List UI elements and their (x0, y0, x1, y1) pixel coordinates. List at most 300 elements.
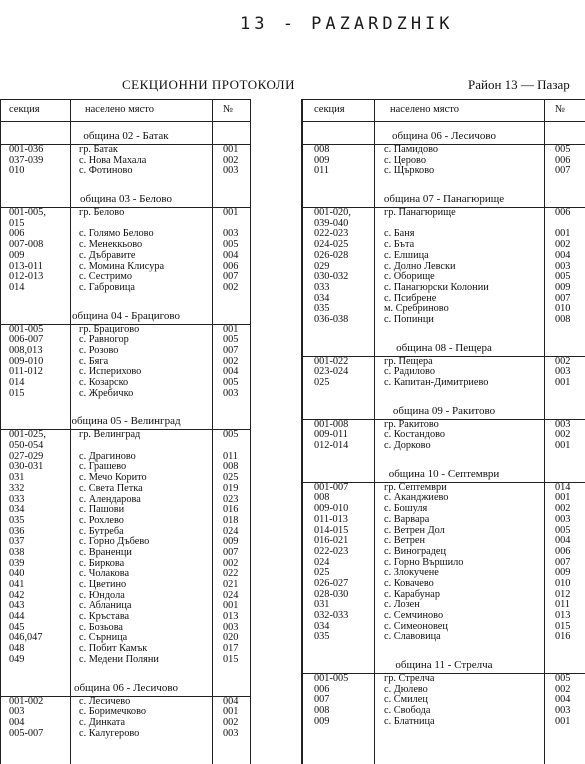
place-cell: с. Памидово (384, 144, 439, 155)
number-cell: 002 (223, 557, 239, 569)
place-cell: с. Елшица (384, 249, 429, 261)
number-cell: 005 (555, 673, 571, 685)
section-cell: 001-025, (9, 429, 46, 441)
place-cell: с. Менеккьово (79, 239, 143, 251)
number-cell: 007 (555, 165, 571, 177)
municipality-rows (1, 325, 251, 400)
table-row (1, 655, 251, 666)
header-section: секция (314, 104, 345, 115)
number-cell: 007 (555, 556, 571, 568)
place-cell: с. Симеоновец (384, 620, 448, 632)
place-cell: с. Боримечково (79, 706, 147, 718)
section-cell: 035 (314, 303, 330, 315)
section-cell: 003 (9, 706, 25, 718)
place-cell: с. Равногор (79, 334, 129, 346)
number-cell: 011 (555, 599, 571, 611)
left-divider-number (212, 99, 213, 764)
right-column-header (302, 99, 585, 122)
place-cell: с. Свобода (384, 705, 431, 717)
table-row (302, 145, 585, 156)
number-cell: 001 (555, 440, 571, 452)
section-cell: 008 (314, 144, 330, 155)
number-cell: 007 (223, 344, 239, 356)
section-cell: 039 (9, 557, 25, 569)
number-cell: 006 (555, 154, 571, 166)
section-cell: 001-036 (9, 144, 44, 155)
section-cell: 005-007 (9, 727, 44, 739)
table-row (1, 548, 251, 559)
place-cell: гр. Стрелча (384, 673, 435, 685)
section-cell: 050-054 (9, 440, 44, 452)
number-cell: 022 (223, 568, 239, 580)
section-cell: 001-008 (314, 418, 349, 430)
place-cell: с. Света Петка (79, 482, 143, 494)
place-cell: с. Карабунар (384, 588, 440, 600)
table-row (1, 580, 251, 591)
section-cell: 006 (314, 683, 330, 695)
section-cell: 034 (314, 292, 330, 304)
number-cell: 003 (555, 513, 571, 525)
table-row (1, 251, 251, 262)
number-cell: 001 (223, 207, 239, 219)
section-cell: 009-010 (314, 503, 349, 515)
table-row (1, 389, 251, 400)
number-cell: 001 (223, 600, 239, 612)
table-row (302, 622, 585, 633)
section-cell: 039-040 (314, 217, 349, 229)
left-column-header (1, 99, 251, 122)
number-cell: 005 (555, 271, 571, 283)
municipality-heading: община 09 - Ракитово (302, 397, 585, 420)
section-cell: 033 (314, 281, 330, 293)
place-cell: с. Костандово (384, 429, 446, 441)
number-cell: 017 (223, 643, 239, 655)
section-cell: 049 (9, 653, 25, 665)
place-cell: с. Семчиново (384, 610, 444, 621)
number-cell: 002 (223, 154, 239, 166)
section-cell: 038 (9, 546, 25, 558)
place-cell: с. Бозьова (79, 621, 123, 633)
municipality-heading: община 08 - Пещера (302, 334, 585, 357)
block-spacer (302, 177, 585, 185)
place-cell: с. Побит Камък (79, 643, 148, 655)
section-cell: 001-005 (314, 673, 349, 685)
left-divider-section (70, 99, 71, 764)
section-cell: 001-007 (314, 481, 349, 493)
table-row (1, 495, 251, 506)
place-cell: с. Сестримо (79, 271, 133, 283)
number-cell: 012 (555, 588, 571, 600)
place-cell: с. Смилец (384, 694, 428, 706)
number-cell: 006 (223, 260, 239, 272)
section-cell: 036-038 (314, 313, 349, 325)
section-cell: 012-013 (9, 271, 44, 283)
number-cell: 002 (223, 355, 239, 367)
place-cell: с. Рохлево (79, 514, 124, 526)
number-cell: 004 (223, 249, 239, 261)
place-cell: с. Драгиново (79, 450, 136, 462)
section-cell: 032-033 (314, 610, 349, 621)
section-cell: 004 (9, 716, 25, 728)
section-cell: 043 (9, 600, 25, 612)
section-cell: 001-005 (9, 323, 44, 335)
section-cell: 033 (9, 493, 25, 505)
place-cell: с. Лесичево (79, 695, 131, 707)
number-cell: 003 (555, 366, 571, 378)
section-cell: 034 (314, 620, 330, 632)
number-cell: 005 (555, 144, 571, 155)
place-cell: с. Козарско (79, 377, 129, 388)
section-cell: 001-005, (9, 207, 46, 219)
place-cell: с. Варвара (384, 513, 430, 525)
number-cell: 006 (555, 207, 571, 219)
place-cell: с. Пашови (79, 504, 125, 516)
table-row (1, 166, 251, 177)
number-cell: 010 (555, 577, 571, 589)
left-column (0, 99, 251, 764)
municipality-rows (302, 674, 585, 727)
section-cell: 030-032 (314, 271, 349, 283)
place-cell: гр. Брацигово (79, 323, 140, 335)
place-cell: с. Злокучене (384, 567, 439, 579)
place-cell: с. Сърница (79, 632, 128, 644)
section-cell: 006 (9, 228, 25, 240)
block-spacer (1, 666, 251, 674)
section-cell: 022-023 (314, 228, 349, 240)
number-cell: 005 (223, 239, 239, 251)
section-cell: 012-014 (314, 440, 349, 452)
place-cell: с. Динката (79, 716, 126, 728)
municipality-rows (302, 420, 585, 452)
table-row (1, 516, 251, 527)
table-row (302, 674, 585, 685)
place-cell: с. Биркова (79, 557, 125, 569)
number-cell: 007 (223, 546, 239, 558)
number-cell: 006 (555, 545, 571, 557)
number-cell: 016 (223, 504, 239, 516)
number-cell: 003 (223, 387, 239, 399)
number-cell: 008 (555, 313, 571, 325)
place-cell: с. Дорково (384, 440, 431, 452)
place-cell: с. Виноградец (384, 545, 447, 557)
number-cell: 001 (223, 144, 239, 155)
place-cell: с. Фотиново (79, 165, 133, 177)
number-cell: 004 (223, 695, 239, 707)
number-cell: 021 (223, 579, 239, 590)
section-cell: 009 (9, 249, 25, 261)
section-cell: 007-008 (9, 239, 44, 251)
table-row (302, 685, 585, 696)
section-cell: 009 (314, 715, 330, 727)
table-row (302, 378, 585, 389)
number-cell: 007 (555, 292, 571, 304)
place-cell: с. Бутреба (79, 525, 124, 537)
table-row (302, 558, 585, 569)
place-cell: с. Алендарова (79, 493, 141, 505)
section-cell: 007 (314, 694, 330, 706)
number-cell: 003 (223, 165, 239, 177)
header-place: населено място (85, 104, 154, 115)
number-cell: 001 (223, 706, 239, 718)
place-cell: с. Бошуля (384, 503, 428, 515)
section-cell: 009 (314, 154, 330, 166)
place-cell: с. Абланица (79, 600, 132, 612)
place-cell: с. Нова Махала (79, 154, 147, 166)
section-cell: 015 (9, 217, 25, 229)
number-cell: 025 (223, 472, 239, 484)
number-cell: 003 (223, 727, 239, 739)
section-cell: 010 (9, 165, 25, 177)
number-cell: 004 (555, 694, 571, 706)
place-cell: с. Ветрен (384, 535, 426, 547)
number-cell: 001 (223, 323, 239, 335)
number-cell: 005 (223, 377, 239, 388)
table-row (1, 612, 251, 623)
number-cell: 001 (555, 492, 571, 504)
section-cell: 025 (314, 377, 330, 388)
section-cell: 037-039 (9, 154, 44, 166)
section-cell: 024 (314, 556, 330, 568)
municipality-heading: община 03 - Белово (1, 185, 251, 208)
place-cell: с. Бяга (79, 355, 109, 367)
section-cell: 040 (9, 568, 25, 580)
section-cell: 332 (9, 482, 25, 494)
document-title: СЕКЦИОННИ ПРОТОКОЛИ (122, 77, 295, 92)
place-cell: гр. Батак (79, 144, 118, 155)
table-row (302, 547, 585, 558)
place-cell: с. Попинци (384, 313, 434, 325)
number-cell: 002 (223, 716, 239, 728)
place-cell: гр. Велинград (79, 429, 141, 441)
place-cell: с. Ковачево (384, 577, 434, 589)
place-cell: гр. Септември (384, 481, 447, 493)
section-cell: 009-011 (314, 429, 348, 441)
block-spacer (302, 643, 585, 651)
place-cell: с. Жребичко (79, 387, 134, 399)
section-cell: 023-024 (314, 366, 349, 378)
place-cell: с. Юндола (79, 589, 125, 601)
table-row (302, 695, 585, 706)
block-spacer (302, 728, 585, 736)
table-row (302, 441, 585, 452)
section-cell: 011-012 (9, 366, 43, 378)
section-cell: 037 (9, 536, 25, 548)
number-cell: 023 (223, 493, 239, 505)
place-cell: с. Славовица (384, 631, 441, 643)
place-cell: с. Враненци (79, 546, 132, 558)
place-cell: с. Щърково (384, 165, 435, 177)
number-cell: 002 (555, 503, 571, 515)
section-cell: 009-010 (9, 355, 44, 367)
municipality-rows (1, 208, 251, 294)
number-cell: 004 (555, 249, 571, 261)
place-cell: с. Блатница (384, 715, 435, 727)
number-cell: 005 (555, 524, 571, 536)
section-cell: 034 (9, 504, 25, 516)
section-cell: 029 (314, 260, 330, 272)
number-cell: 024 (223, 589, 239, 601)
block-spacer (302, 389, 585, 397)
header-section: секция (9, 104, 40, 115)
block-spacer (1, 739, 251, 747)
place-cell: с. Псибрене (384, 292, 437, 304)
section-cell: 014 (9, 377, 25, 388)
number-cell: 001 (555, 377, 571, 388)
section-cell: 024-025 (314, 239, 349, 251)
place-cell: с. Оборище (384, 271, 435, 283)
number-cell: 014 (555, 481, 571, 493)
section-cell: 044 (9, 611, 25, 623)
section-cell: 022-023 (314, 545, 349, 557)
section-cell: 011-013 (314, 513, 348, 525)
section-cell: 030-031 (9, 461, 44, 473)
section-cell: 031 (314, 599, 330, 611)
block-spacer (1, 399, 251, 407)
number-cell: 013 (555, 610, 571, 621)
place-cell: с. Дюлево (384, 683, 428, 695)
place-cell: с. Чолакова (79, 568, 130, 580)
number-cell: 004 (555, 535, 571, 547)
number-cell: 003 (223, 228, 239, 240)
number-cell: 005 (223, 429, 239, 441)
section-cell: 008 (314, 492, 330, 504)
place-cell: с. Кръстава (79, 611, 130, 623)
table-row (1, 569, 251, 580)
place-cell: с. Долно Левски (384, 260, 456, 272)
table-row (1, 707, 251, 718)
municipality-heading: община 10 - Септември (302, 460, 585, 483)
municipality-heading: община 07 - Панагюрище (302, 185, 585, 208)
section-cell: 008 (314, 705, 330, 717)
header-number: № (223, 104, 234, 115)
section-cell: 001-002 (9, 695, 44, 707)
place-cell: с. Мечо Корито (79, 472, 147, 484)
place-cell: гр. Белово (79, 207, 125, 219)
number-cell: 001 (555, 715, 571, 727)
section-cell: 046,047 (9, 632, 43, 644)
section-cell: 015 (9, 387, 25, 399)
municipality-heading: община 04 - Брацигово (1, 302, 251, 325)
place-cell: с. Цветино (79, 579, 127, 590)
right-divider-section (374, 99, 375, 764)
column-gap (250, 99, 303, 764)
section-cell: 028-030 (314, 588, 349, 600)
place-cell: м. Сребриново (384, 303, 449, 315)
table-row (302, 166, 585, 177)
number-cell: 002 (555, 355, 571, 367)
number-cell: 003 (555, 705, 571, 717)
number-cell: 024 (223, 525, 239, 537)
number-cell: 001 (555, 228, 571, 240)
number-cell: 007 (223, 271, 239, 283)
number-cell: 002 (223, 281, 239, 293)
header-number: № (555, 104, 566, 115)
number-cell: 003 (555, 418, 571, 430)
table-row (1, 283, 251, 294)
place-cell: с. Исперихово (79, 366, 142, 378)
municipality-rows (1, 697, 251, 740)
number-cell: 002 (555, 429, 571, 441)
block-spacer (1, 294, 251, 302)
section-cell: 001-020, (314, 207, 351, 219)
section-cell: 042 (9, 589, 25, 601)
place-cell: с. Медени Поляни (79, 653, 159, 665)
table-row (302, 283, 585, 294)
section-cell: 027-029 (9, 450, 44, 462)
number-cell: 005 (223, 334, 239, 346)
section-cell: 026-028 (314, 249, 349, 261)
municipality-heading: община 11 - Стрелча (302, 651, 585, 674)
place-cell: с. Аканджиево (384, 492, 449, 504)
place-cell: с. Горно Дъбево (79, 536, 150, 548)
place-cell: с. Момина Клисура (79, 260, 165, 272)
table-row (1, 484, 251, 495)
section-cell: 016-021 (314, 535, 349, 547)
municipality-heading: община 05 - Велинград (1, 407, 251, 430)
number-cell: 018 (223, 514, 239, 526)
header-place: населено място (390, 104, 459, 115)
number-cell: 009 (555, 281, 571, 293)
table-row (302, 590, 585, 601)
municipality-rows (302, 208, 585, 326)
number-cell: 015 (555, 620, 571, 632)
block-spacer (302, 452, 585, 460)
place-cell: с. Дъбравите (79, 249, 136, 261)
block-spacer (302, 326, 585, 334)
region-label: Район 13 — Пазар (468, 77, 570, 92)
number-cell: 004 (223, 366, 239, 378)
table-row (1, 718, 251, 729)
municipality-rows (302, 483, 585, 643)
section-cell: 045 (9, 621, 25, 633)
place-cell: с. Баня (384, 228, 415, 240)
section-cell: 036 (9, 525, 25, 537)
number-cell: 013 (223, 611, 239, 623)
number-cell: 019 (223, 482, 239, 494)
place-cell: с. Голямо Белово (79, 228, 154, 240)
municipality-rows (1, 145, 251, 177)
section-cell: 014-015 (314, 524, 349, 536)
section-cell: 011 (314, 165, 330, 177)
place-cell: с. Радилово (384, 366, 435, 378)
place-cell: с. Панагюрски Колонии (384, 281, 489, 293)
number-cell: 011 (223, 450, 239, 462)
section-cell: 014 (9, 281, 25, 293)
table-row (1, 208, 251, 219)
place-cell: с. Бъта (384, 239, 415, 251)
place-cell: с. Грашево (79, 461, 127, 473)
number-cell: 002 (555, 239, 571, 251)
right-divider-number (544, 99, 545, 764)
place-cell: гр. Пещера (384, 355, 433, 367)
section-cell: 006-007 (9, 334, 44, 346)
table-row (302, 706, 585, 717)
section-cell: 031 (9, 472, 25, 484)
section-cell: 035 (314, 631, 330, 643)
place-cell: с. Розово (79, 344, 119, 356)
number-cell: 008 (223, 461, 239, 473)
table-row (302, 515, 585, 526)
section-cell: 001-022 (314, 355, 349, 367)
table-row (302, 156, 585, 167)
section-cell: 025 (314, 567, 330, 579)
number-cell: 020 (223, 632, 239, 644)
number-cell: 003 (223, 621, 239, 633)
municipality-rows (1, 430, 251, 665)
right-column (301, 99, 585, 764)
place-cell: гр. Панагюрище (384, 207, 456, 219)
place-cell: с. Горно Вършило (384, 556, 464, 568)
